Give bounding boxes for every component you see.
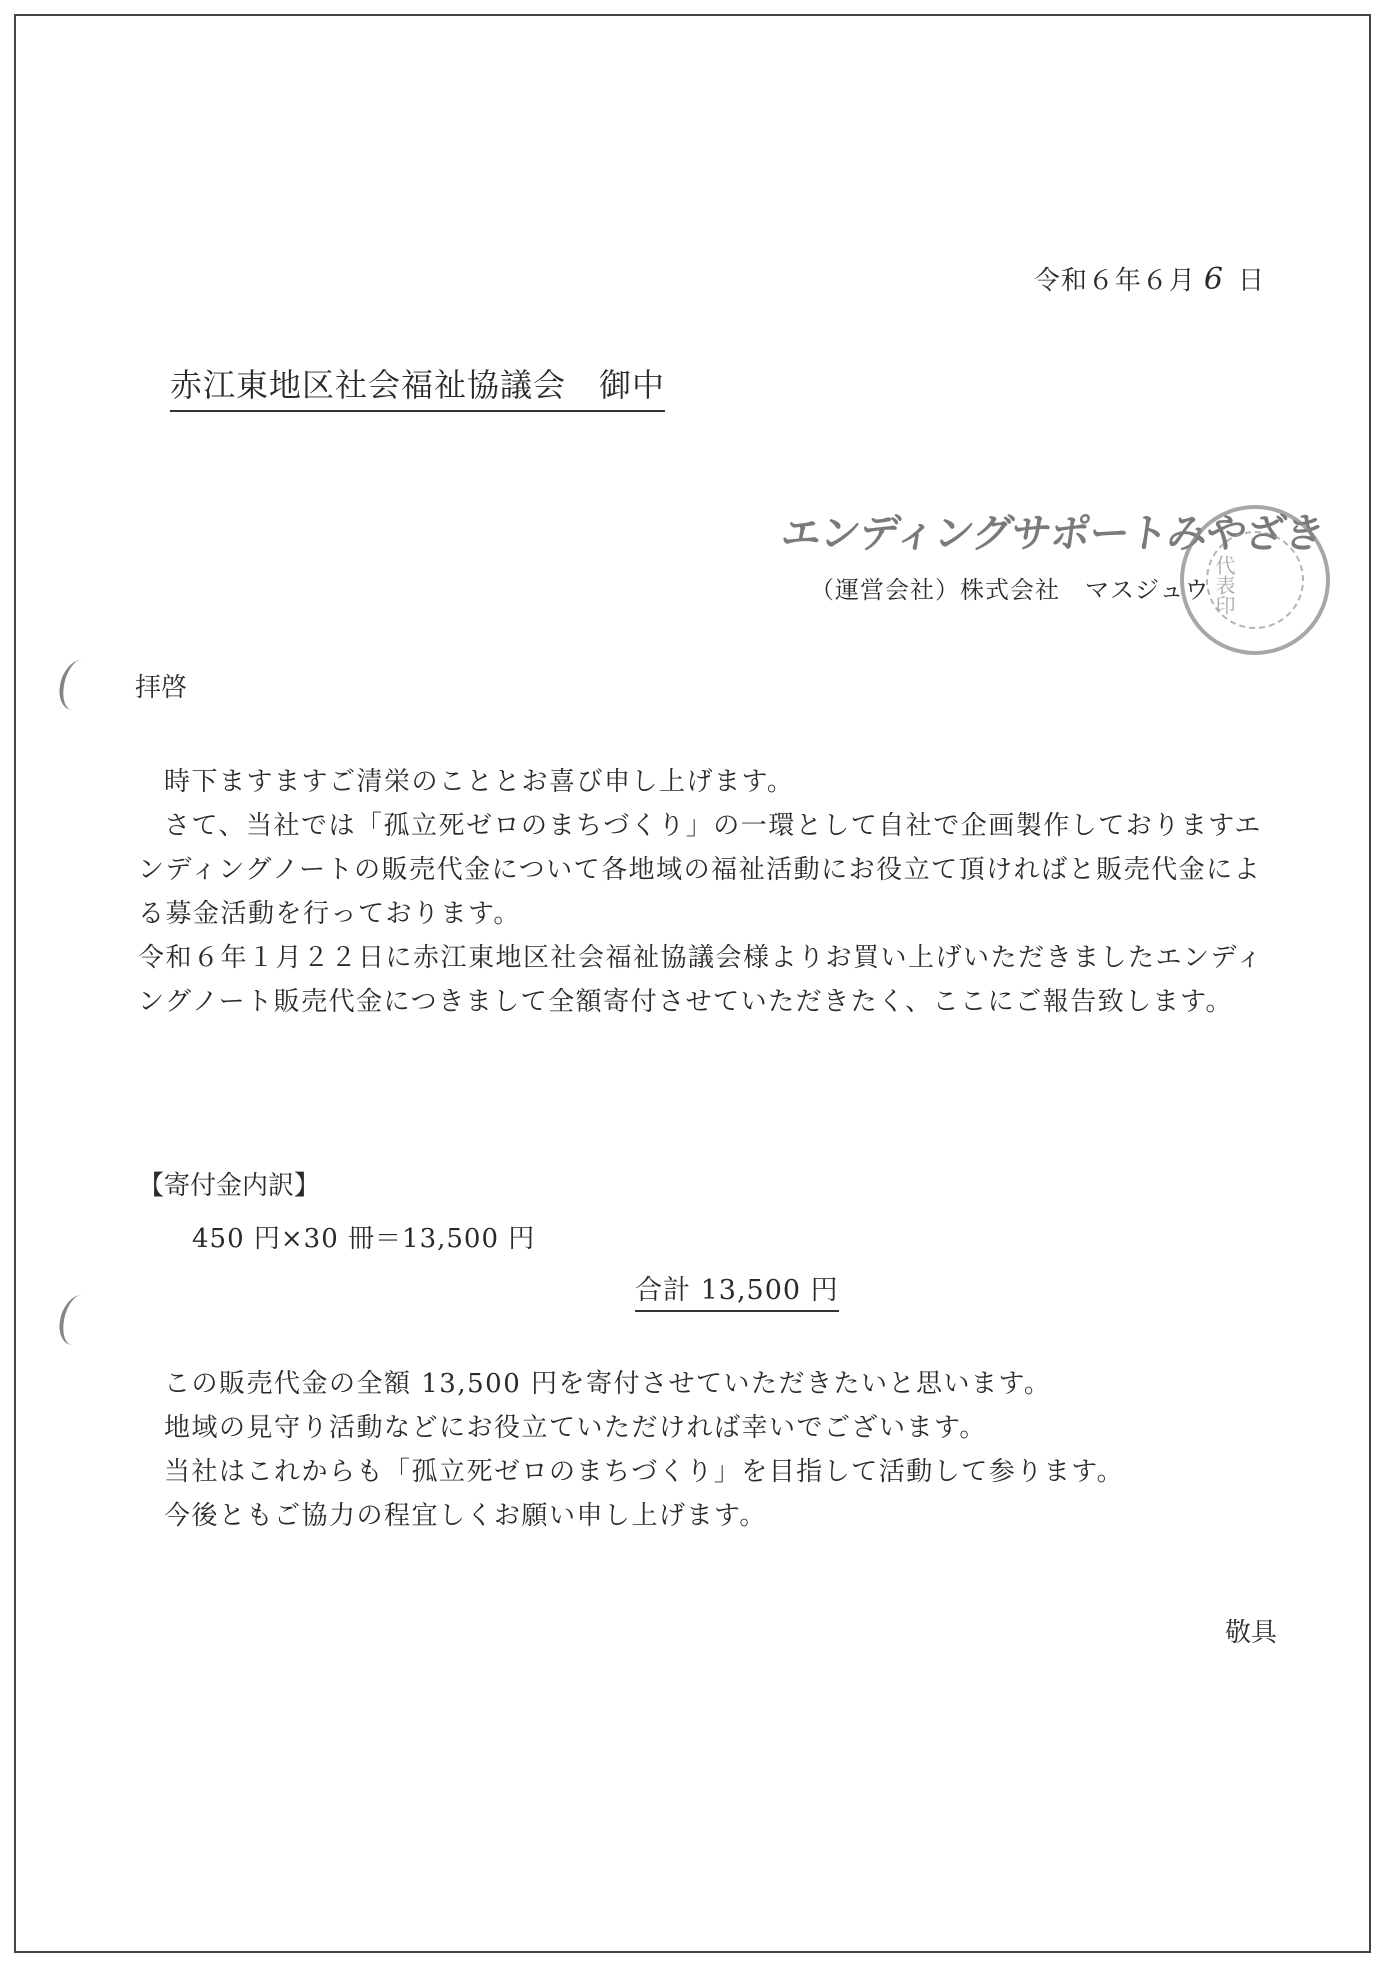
- seal-text: 代表印: [1212, 555, 1236, 615]
- date-prefix: 令和６年６月: [1033, 266, 1196, 296]
- sender-operator: （運営会社）株式会社 マスジュウ: [810, 576, 1210, 604]
- company-seal-stamp: [1180, 505, 1330, 655]
- closing-paragraph: この販売代金の全額 13,500 円を寄付させていただきたいと思います。: [164, 1369, 1052, 1399]
- addressee: 赤江東地区社会福祉協議会 御中: [170, 360, 665, 412]
- letter-body: [138, 760, 1288, 1024]
- body-paragraph: さて、当社では「孤立死ゼロのまちづくり」の一環として自社で企画製作しておりますエンディングノートの販売代金について各地域の福祉活動にお役立て頂ければと販売代金による募金活動を行っております。: [138, 811, 1262, 929]
- donation-total: 合計 13,500 円: [635, 1268, 839, 1312]
- body-paragraph: 令和６年１月２２日に赤江東地区社会福祉協議会様よりお買い上げいただきましたエンディングノート販売代金につきまして全額寄付させていただきたく、ここにご報告致します。: [138, 943, 1264, 1017]
- date-day-handwritten: 6: [1203, 262, 1224, 297]
- closing-paragraph: 今後ともご協力の程宜しくお願い申し上げます。: [164, 1501, 767, 1531]
- closing-paragraph: 当社はこれからも「孤立死ゼロのまちづくり」を目指して活動して参ります。: [164, 1457, 1125, 1487]
- date-suffix: 日: [1237, 266, 1265, 296]
- body-paragraph: 時下ますますご清栄のこととお喜び申し上げます。: [164, 767, 795, 797]
- opening-greeting: 拝啓: [135, 673, 188, 703]
- letter-date: [1034, 260, 1265, 297]
- breakdown-line: 450 円×30 冊＝13,500 円: [192, 1224, 536, 1254]
- closing-paragraph: 地域の見守り活動などにお役立ていただければ幸いでございます。: [164, 1413, 987, 1443]
- breakdown-heading: 【寄付金内訳】: [138, 1171, 321, 1201]
- closing-word: 敬具: [1224, 1618, 1277, 1648]
- closing-body: [138, 1362, 1288, 1538]
- sender-brand-logo: エンディングサポートみやざき: [778, 511, 1327, 557]
